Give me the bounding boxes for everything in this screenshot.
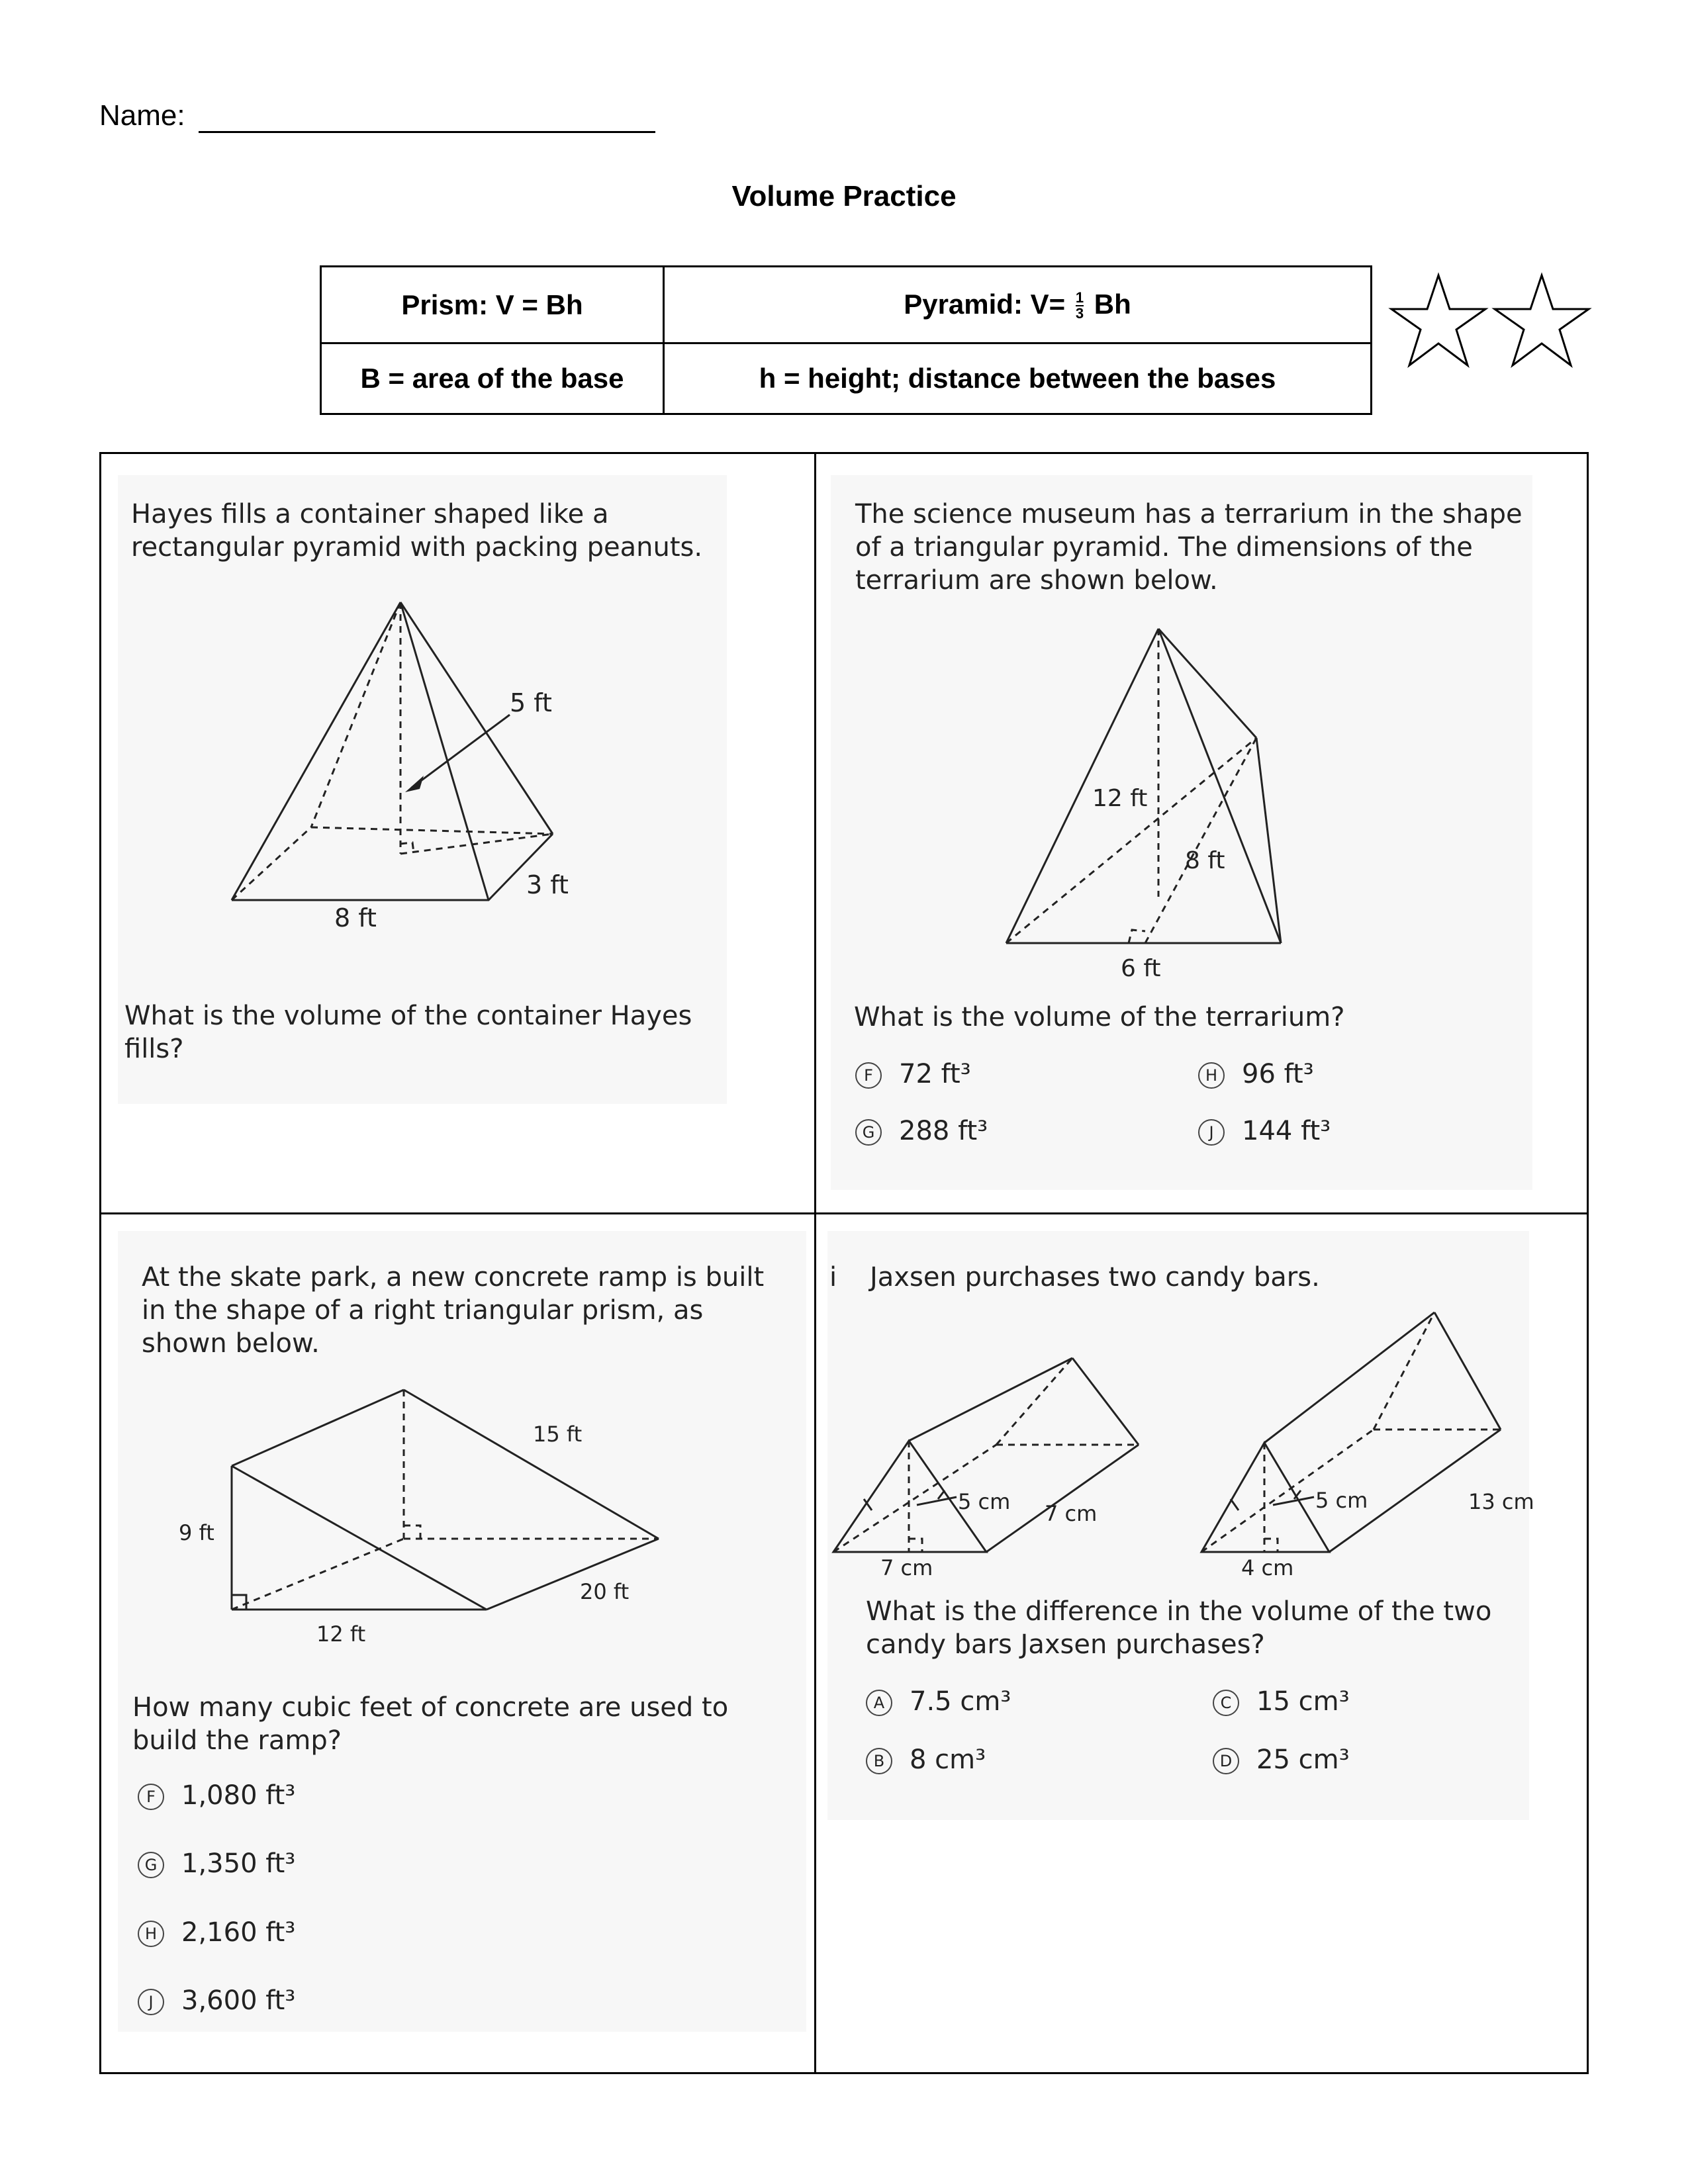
q4-option-d[interactable] <box>1213 1745 1350 1775</box>
q4-option-letter: C <box>1213 1690 1239 1716</box>
q2-option-text: 72 ft³ <box>899 1059 971 1089</box>
base-definition: B = area of the base <box>321 343 664 414</box>
q4-option-letter: A <box>866 1690 892 1716</box>
q3-option-letter: F <box>138 1784 164 1810</box>
q3-dimension-labels <box>165 1377 695 1655</box>
grid-divider-horizontal <box>99 1212 1589 1214</box>
q3-question: How many cubic feet of concrete are used to build the ramp? <box>132 1692 729 1756</box>
q4-intro: Jaxsen purchases two candy bars. <box>870 1262 1320 1293</box>
q3-top-label: 15 ft <box>533 1422 583 1447</box>
q4-option-c[interactable] <box>1213 1686 1350 1717</box>
height-definition: h = height; distance between the bases <box>664 343 1372 414</box>
q3-option-g[interactable] <box>138 1848 295 1879</box>
q2-option-letter: J <box>1198 1119 1225 1146</box>
pyramid-formula-prefix: Pyramid: V= <box>904 288 1066 320</box>
q2-slant-label: 8 ft <box>1185 847 1225 874</box>
formula-table <box>320 265 1372 415</box>
q2-question: What is the volume of the terrarium? <box>854 1002 1345 1032</box>
q3-option-letter: H <box>138 1921 164 1947</box>
q3-side-label: 9 ft <box>179 1520 214 1545</box>
q2-dimension-labels <box>993 619 1324 989</box>
q2-option-letter: F <box>855 1062 882 1089</box>
grid-divider-vertical <box>814 452 816 2074</box>
q1-intro: Hayes fills a container shaped like a rectangular pyramid with packing peanuts. <box>131 499 703 563</box>
q4-marker: i <box>829 1262 837 1293</box>
q1-height-label: 5 ft <box>510 688 552 717</box>
q4-bar2-base-label: 4 cm <box>1241 1555 1294 1580</box>
q2-base-label: 6 ft <box>1121 955 1161 982</box>
q2-option-letter: H <box>1198 1062 1225 1089</box>
q2-option-g[interactable] <box>855 1116 988 1146</box>
q3-intro: At the skate park, a new concrete ramp is built in the shape of a right triangular prism, as shown below. <box>142 1262 765 1359</box>
q2-option-j[interactable] <box>1198 1116 1331 1146</box>
q4-option-text: 15 cm³ <box>1256 1686 1350 1717</box>
q1-length-label: 8 ft <box>334 903 377 933</box>
q2-intro: The science museum has a terrarium in the shape of a triangular pyramid. The dimensions of the terrarium are shown below. <box>855 499 1523 596</box>
q4-dimension-labels <box>831 1310 1534 1588</box>
pyramid-formula-suffix: Bh <box>1094 288 1131 320</box>
q4-option-text: 25 cm³ <box>1256 1745 1350 1775</box>
page-title: Volume Practice <box>731 180 957 212</box>
q4-option-a[interactable] <box>866 1686 1011 1717</box>
q2-option-text: 144 ft³ <box>1242 1116 1331 1146</box>
q3-option-letter: G <box>138 1852 164 1878</box>
q4-bar1-height-label: 5 cm <box>958 1489 1011 1514</box>
fraction-denominator: 3 <box>1075 305 1084 322</box>
q3-option-text: 2,160 ft³ <box>181 1917 296 1948</box>
q1-width-label: 3 ft <box>526 870 569 899</box>
q3-option-text: 3,600 ft³ <box>181 1985 296 2016</box>
q1-dimension-labels <box>218 589 602 946</box>
q2-option-text: 96 ft³ <box>1242 1059 1314 1089</box>
q3-option-h[interactable] <box>138 1917 295 1948</box>
q3-front-label: 20 ft <box>580 1579 630 1604</box>
name-label: Name: <box>99 99 185 132</box>
q4-option-text: 8 cm³ <box>910 1745 986 1775</box>
q4-bar1-length-label: 7 cm <box>1045 1501 1098 1526</box>
name-field-line[interactable] <box>199 131 655 133</box>
q3-option-text: 1,350 ft³ <box>181 1848 296 1879</box>
fraction-numerator: 1 <box>1075 289 1084 306</box>
q4-question: What is the difference in the volume of the two candy bars Jaxsen purchases? <box>866 1596 1492 1660</box>
q2-option-letter: G <box>855 1119 882 1146</box>
q3-option-text: 1,080 ft³ <box>181 1780 296 1811</box>
pyramid-formula <box>664 267 1372 343</box>
q2-option-h[interactable] <box>1198 1059 1314 1089</box>
q3-base-label: 12 ft <box>316 1621 366 1647</box>
q3-option-j[interactable] <box>138 1985 295 2016</box>
q4-bar2-height-label: 5 cm <box>1315 1488 1368 1513</box>
q4-bar2-length-text: 13 cm <box>1468 1489 1534 1514</box>
prism-formula: Prism: V = Bh <box>321 267 664 343</box>
q4-option-letter: B <box>866 1748 892 1774</box>
one-third-fraction <box>1076 291 1084 321</box>
q4-option-text: 7.5 cm³ <box>910 1686 1011 1717</box>
q2-height-label: 12 ft <box>1092 785 1148 812</box>
q4-bar1-base-label: 7 cm <box>880 1555 933 1580</box>
q4-option-b[interactable] <box>866 1745 986 1775</box>
rating-star-icon[interactable] <box>1492 273 1591 369</box>
q2-option-f[interactable] <box>855 1059 971 1089</box>
q4-option-letter: D <box>1213 1748 1239 1774</box>
q3-option-f[interactable] <box>138 1780 295 1811</box>
q1-question: What is the volume of the container Hayes fills? <box>124 1001 692 1064</box>
q2-option-text: 288 ft³ <box>899 1116 988 1146</box>
q3-option-letter: J <box>138 1989 164 2015</box>
rating-star-icon[interactable] <box>1389 273 1488 369</box>
